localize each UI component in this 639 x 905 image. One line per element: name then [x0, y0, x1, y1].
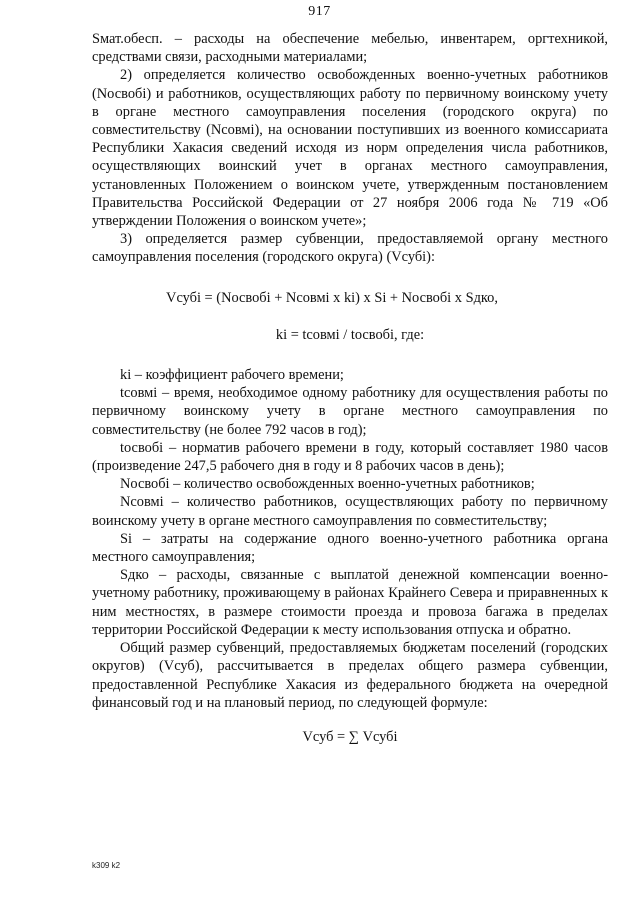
definition-si: Si – затраты на содержание одного военно-учетного работника органа местного самоуправления; — [92, 530, 608, 566]
paragraph-summary: Общий размер субвенций, предоставляемых бюджетам поселений (городских округов) (Vсуб), рассчитывается в пределах общего размера субвенции, предоставленной Республике Хакасия из федерального бюджета на очередной финансовый год и на плановый период, по следующей формуле: — [92, 640, 608, 711]
formula-total: Vсуб = ∑ Vсубi — [302, 728, 398, 745]
formula-coefficient: ki = tсовмi / tосвобi, где: — [275, 326, 425, 343]
definition-sdko: Sдко – расходы, связанные с выплатой денежной компенсации военно-учетному работнику, проживающему в районах Крайнего Севера и приравненных к ним местностях, в размере стоимости проезда и провоза багажа в пределах территории Российской Федерации к месту использования отпуска и обратно. — [92, 567, 608, 638]
page-number: 917 — [308, 4, 331, 19]
body-text — [92, 30, 608, 746]
definition-nosvob: Nосвобi – количество освобожденных военно-учетных работников; — [120, 476, 535, 493]
definition-nsovm: Nсовмi – количество работников, осуществляющих работу по первичному воинскому учету в органе местного самоуправления по совместительству; — [92, 494, 608, 529]
formula-subvention: Vсубi = (Nосвобi + Nсовмi x ki) x Si + Nосвобi x Sдко, — [166, 289, 498, 306]
definition-tsovm: tсовмi – время, необходимое одному работнику для осуществления работы по первичному воинскому учету в органе местного самоуправления по совместительству (не более 792 часов в год); — [92, 385, 608, 438]
paragraph-smat: Sмат.обесп. – расходы на обеспечение мебелью, инвентарем, оргтехникой, средствами связи, расходными материалами; — [92, 31, 608, 66]
paragraph-step-3: 3) определяется размер субвенции, предоставляемой органу местного самоуправления поселения (городского округа) (Vсубi): — [92, 231, 608, 266]
definition-ki: ki – коэффициент рабочего времени; — [120, 367, 344, 384]
definition-tosvob: tосвобi – норматив рабочего времени в году, который составляет 1980 часов (произведение 247,5 рабочего дня в году и 8 рабочих часов в день); — [92, 439, 608, 475]
paragraph-step-2: 2) определяется количество освобожденных военно-учетных работников (Nосвобi) и работников, осуществляющих работу по первичному воинскому учету в органе местного самоуправления поселения (городского округа) по совместительству (Nсовмi), на основании поступивших из военного комиссариата Республики Хакасия сведений исходя из норм определения числа работников, осуществляющих воинский учет в органах местного самоуправления, установленных Положением о воинском учете, утвержденным постановлением Правительства Российской Федерации от 27 ноября 2006 года № 719 «Об утверждении Положения о воинском учете»; — [92, 67, 608, 230]
footer-code: k309 k2 — [92, 861, 121, 870]
